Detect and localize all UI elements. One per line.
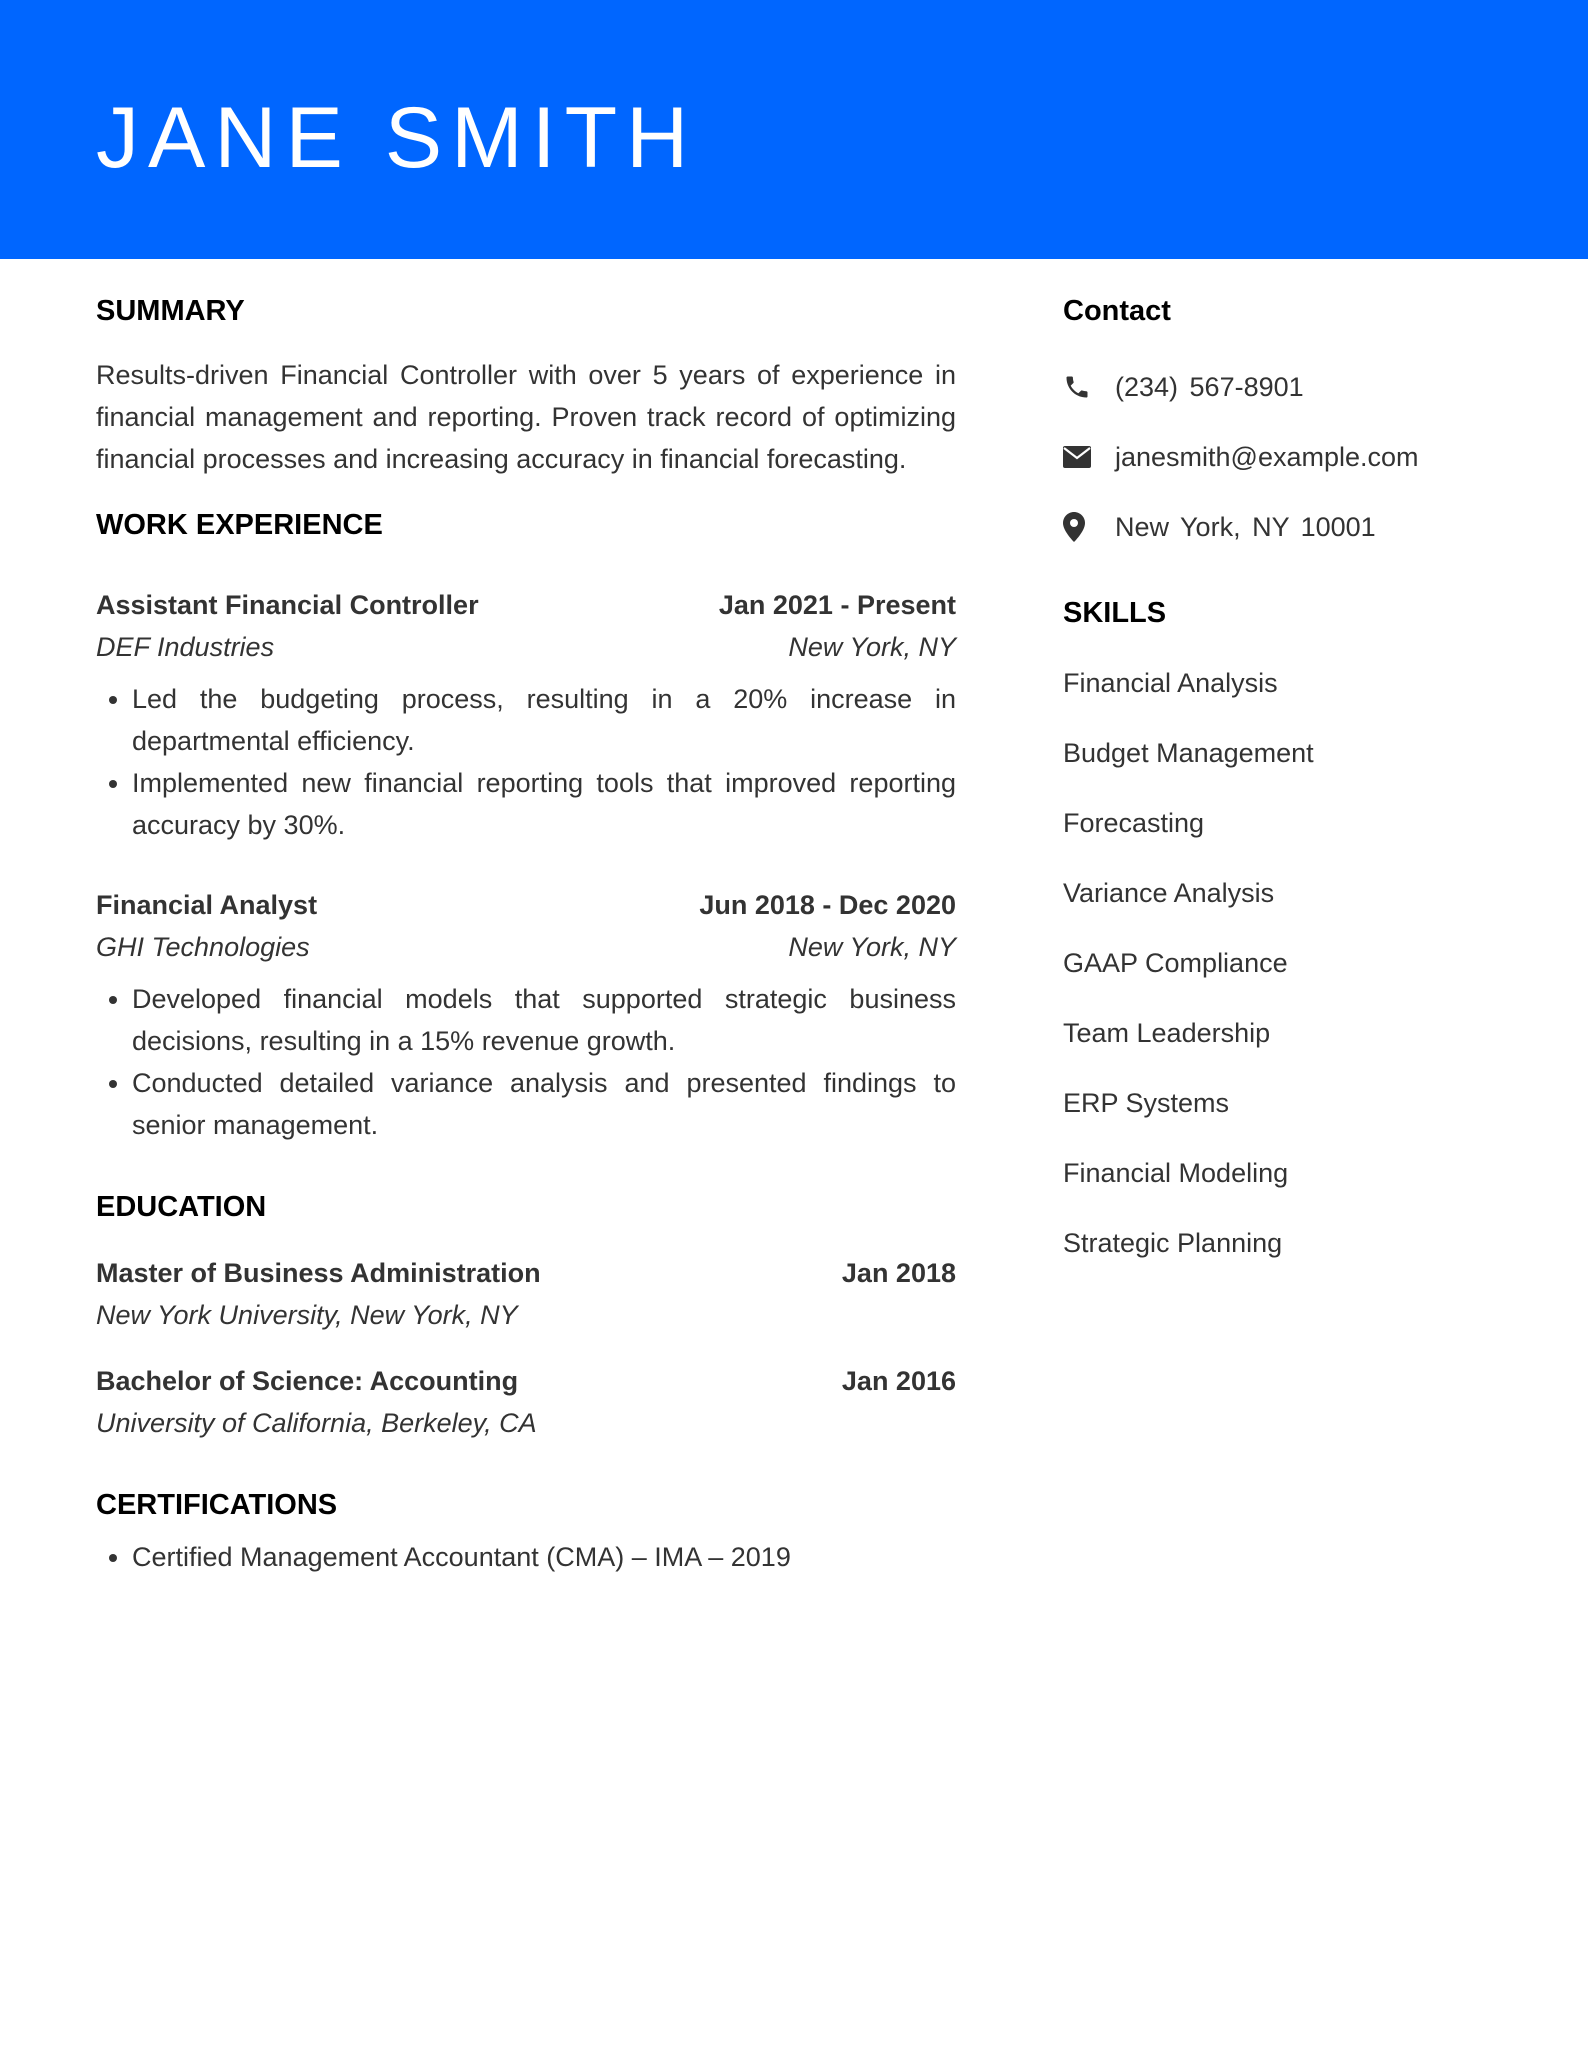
job-location: New York, NY: [788, 632, 956, 662]
skill-item: Financial Analysis: [1063, 668, 1278, 698]
education-entry: [96, 1360, 956, 1444]
education-date: Jan 2016: [841, 1366, 956, 1396]
education-section: [96, 1186, 956, 1444]
map-pin-icon: [1063, 512, 1093, 542]
job-location: New York, NY: [788, 932, 956, 962]
job-dates: Jan 2021 - Present: [718, 590, 956, 620]
job-bullet: • Implemented new financial reporting tools that improved reporting accuracy by 30%.: [132, 762, 956, 846]
education-title: EDUCATION: [96, 1191, 267, 1223]
skills-title: SKILLS: [1063, 597, 1167, 629]
skill-item: Strategic Planning: [1063, 1228, 1283, 1258]
skill-item: Forecasting: [1063, 808, 1205, 838]
education-degree: Master of Business Administration: [96, 1258, 541, 1288]
job-dates: Jun 2018 - Dec 2020: [699, 890, 956, 920]
job-role: Financial Analyst: [96, 890, 318, 920]
certifications-section: [96, 1484, 956, 1578]
job-bullet: • Developed financial models that supported strategic business decisions, resulting in a 15% revenue growth.: [132, 978, 956, 1062]
envelope-icon: [1063, 442, 1093, 472]
certification-item: • Certified Management Accountant (CMA) – IMA – 2019: [132, 1536, 956, 1578]
work-experience-section: [96, 504, 956, 1146]
contact-location-text: New York, NY 10001: [1115, 511, 1376, 542]
job-bullets: [96, 678, 956, 846]
phone-icon: [1063, 372, 1093, 402]
summary-text: Results-driven Financial Controller with over 5 years of experience in financial management and reporting. Proven track record of optimizing financial processes and increasing accuracy in financial forecasting.: [96, 360, 956, 474]
job-company: GHI Technologies: [96, 932, 310, 962]
skills-list: [1063, 662, 1523, 1264]
job-company: DEF Industries: [96, 632, 275, 662]
contact-section: [1063, 290, 1523, 548]
job-entry: [96, 584, 956, 846]
work-experience-title: WORK EXPERIENCE: [96, 509, 383, 541]
certifications-list: [96, 1536, 956, 1578]
contact-email: [1063, 436, 1523, 478]
job-bullets: [96, 978, 956, 1146]
skill-item: Budget Management: [1063, 738, 1314, 768]
education-date: Jan 2018: [841, 1258, 956, 1288]
header-banner: [0, 0, 1588, 259]
sidebar-column: [1063, 290, 1523, 1292]
contact-email-text[interactable]: janesmith@example.com: [1115, 441, 1419, 472]
contact-phone-text[interactable]: (234) 567-8901: [1115, 371, 1304, 402]
skill-item: Variance Analysis: [1063, 878, 1275, 908]
main-column: [96, 290, 956, 1578]
education-entry: [96, 1252, 956, 1336]
certifications-title: CERTIFICATIONS: [96, 1489, 338, 1521]
job-bullet: • Conducted detailed variance analysis and presented findings to senior management.: [132, 1062, 956, 1146]
skill-item: Financial Modeling: [1063, 1158, 1289, 1188]
job-entry: [96, 884, 956, 1146]
education-school: University of California, Berkeley, CA: [96, 1408, 537, 1438]
contact-list: [1063, 366, 1523, 548]
contact-location: [1063, 506, 1523, 548]
job-bullet: • Led the budgeting process, resulting in a 20% increase in departmental efficiency.: [132, 678, 956, 762]
candidate-name: JANE SMITH: [96, 90, 698, 186]
skill-item: Team Leadership: [1063, 1018, 1271, 1048]
summary-section: [96, 290, 956, 480]
education-degree: Bachelor of Science: Accounting: [96, 1366, 519, 1396]
education-school: New York University, New York, NY: [96, 1300, 518, 1330]
skill-item: ERP Systems: [1063, 1088, 1230, 1118]
contact-phone: [1063, 366, 1523, 408]
skill-item: GAAP Compliance: [1063, 948, 1288, 978]
contact-title: Contact: [1063, 295, 1171, 327]
summary-title: SUMMARY: [96, 295, 245, 327]
skills-section: [1063, 592, 1523, 1264]
job-role: Assistant Financial Controller: [96, 590, 479, 620]
